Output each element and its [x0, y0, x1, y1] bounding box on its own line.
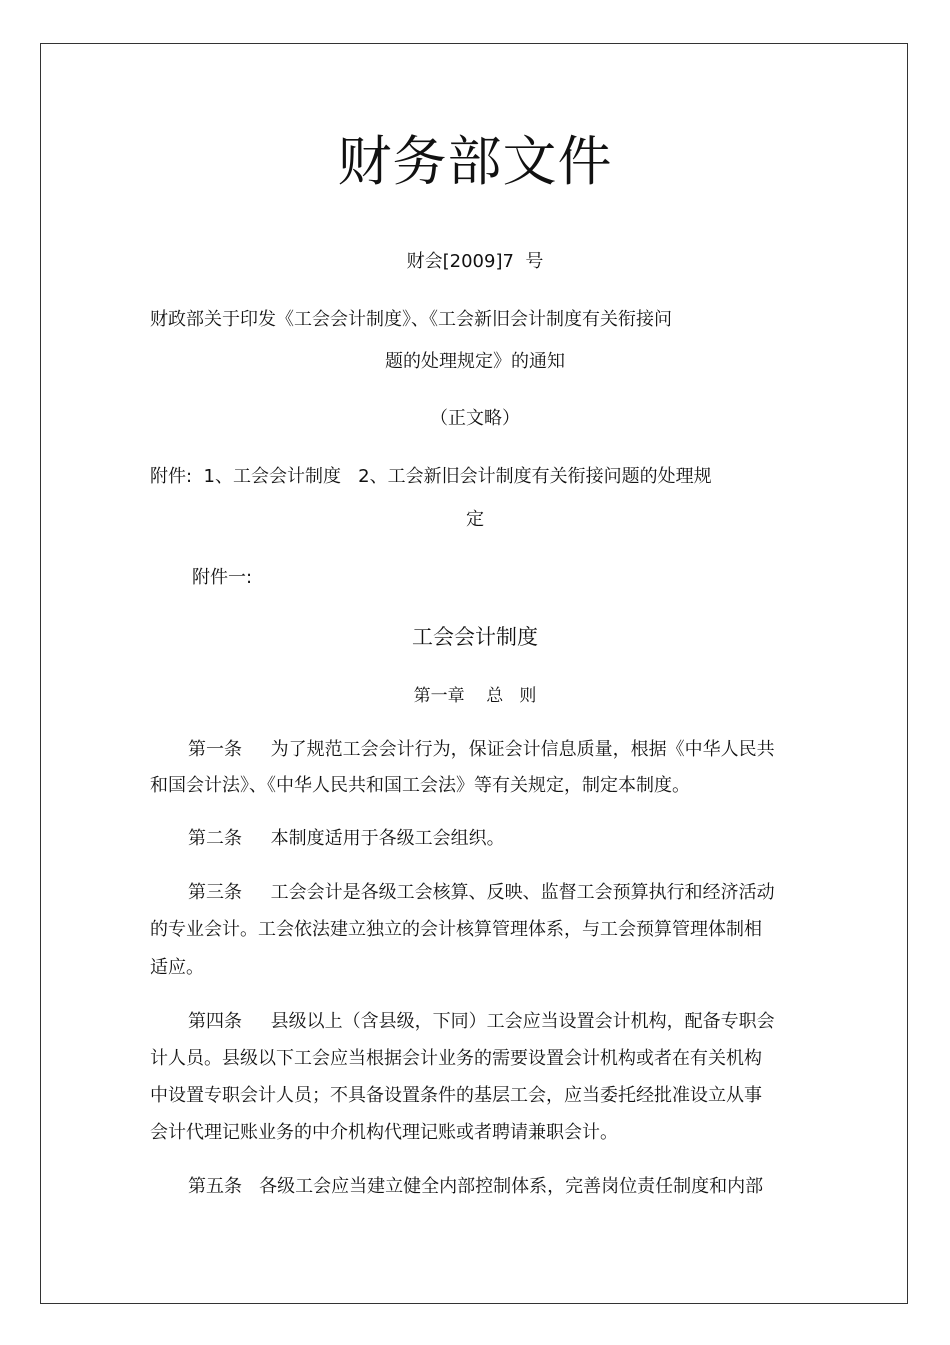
attachments-line-2: 定	[466, 509, 484, 530]
article-4-line-2: 计人员。县级以下工会应当根据会计业务的需要设置会计机构或者在有关机构	[150, 1048, 762, 1069]
article-3-line-3: 适应。	[150, 957, 204, 978]
article-4-line-4: 会计代理记账业务的中介机构代理记账或者聘请兼职会计。	[150, 1122, 618, 1143]
regulation-title: 工会会计制度	[412, 625, 538, 649]
article-4-line-3: 中设置专职会计人员；不具备设置条件的基层工会，应当委托经批准设立从事	[150, 1085, 762, 1106]
chapter-title: 第一章 总 则	[413, 686, 537, 706]
body-omitted-note: （正文略）	[430, 408, 520, 429]
attachment-one-label: 附件一:	[192, 567, 253, 588]
article-2-line-1: 第二条 本制度适用于各级工会组织。	[188, 828, 505, 849]
article-4-line-1: 第四条 县级以上（含县级，下同）工会应当设置会计机构，配备专职会	[188, 1011, 775, 1032]
attachments-line-1: 附件: 1、工会会计制度 2、工会新旧会计制度有关衔接问题的处理规	[150, 466, 712, 487]
doc-number: 财会[2009]7 号	[406, 251, 544, 272]
article-5-line-1: 第五条 各级工会应当建立健全内部控制体系，完善岗位责任制度和内部	[188, 1176, 764, 1197]
notice-title-line-2: 题的处理规定》的通知	[385, 351, 565, 372]
article-3-line-1: 第三条 工会会计是各级工会核算、反映、监督工会预算执行和经济活动	[188, 882, 775, 903]
article-1-line-2: 和国会计法》、《中华人民共和国工会法》等有关规定，制定本制度。	[150, 775, 690, 796]
article-1-line-1: 第一条 为了规范工会会计行为，保证会计信息质量，根据《中华人民共	[188, 739, 775, 760]
header-title: 财务部文件	[337, 130, 613, 193]
article-3-line-2: 的专业会计。工会依法建立独立的会计核算管理体系，与工会预算管理体制相	[150, 919, 762, 940]
page-border	[40, 43, 908, 1304]
notice-title-line-1: 财政部关于印发《工会会计制度》、《工会新旧会计制度有关衔接问	[150, 309, 672, 330]
